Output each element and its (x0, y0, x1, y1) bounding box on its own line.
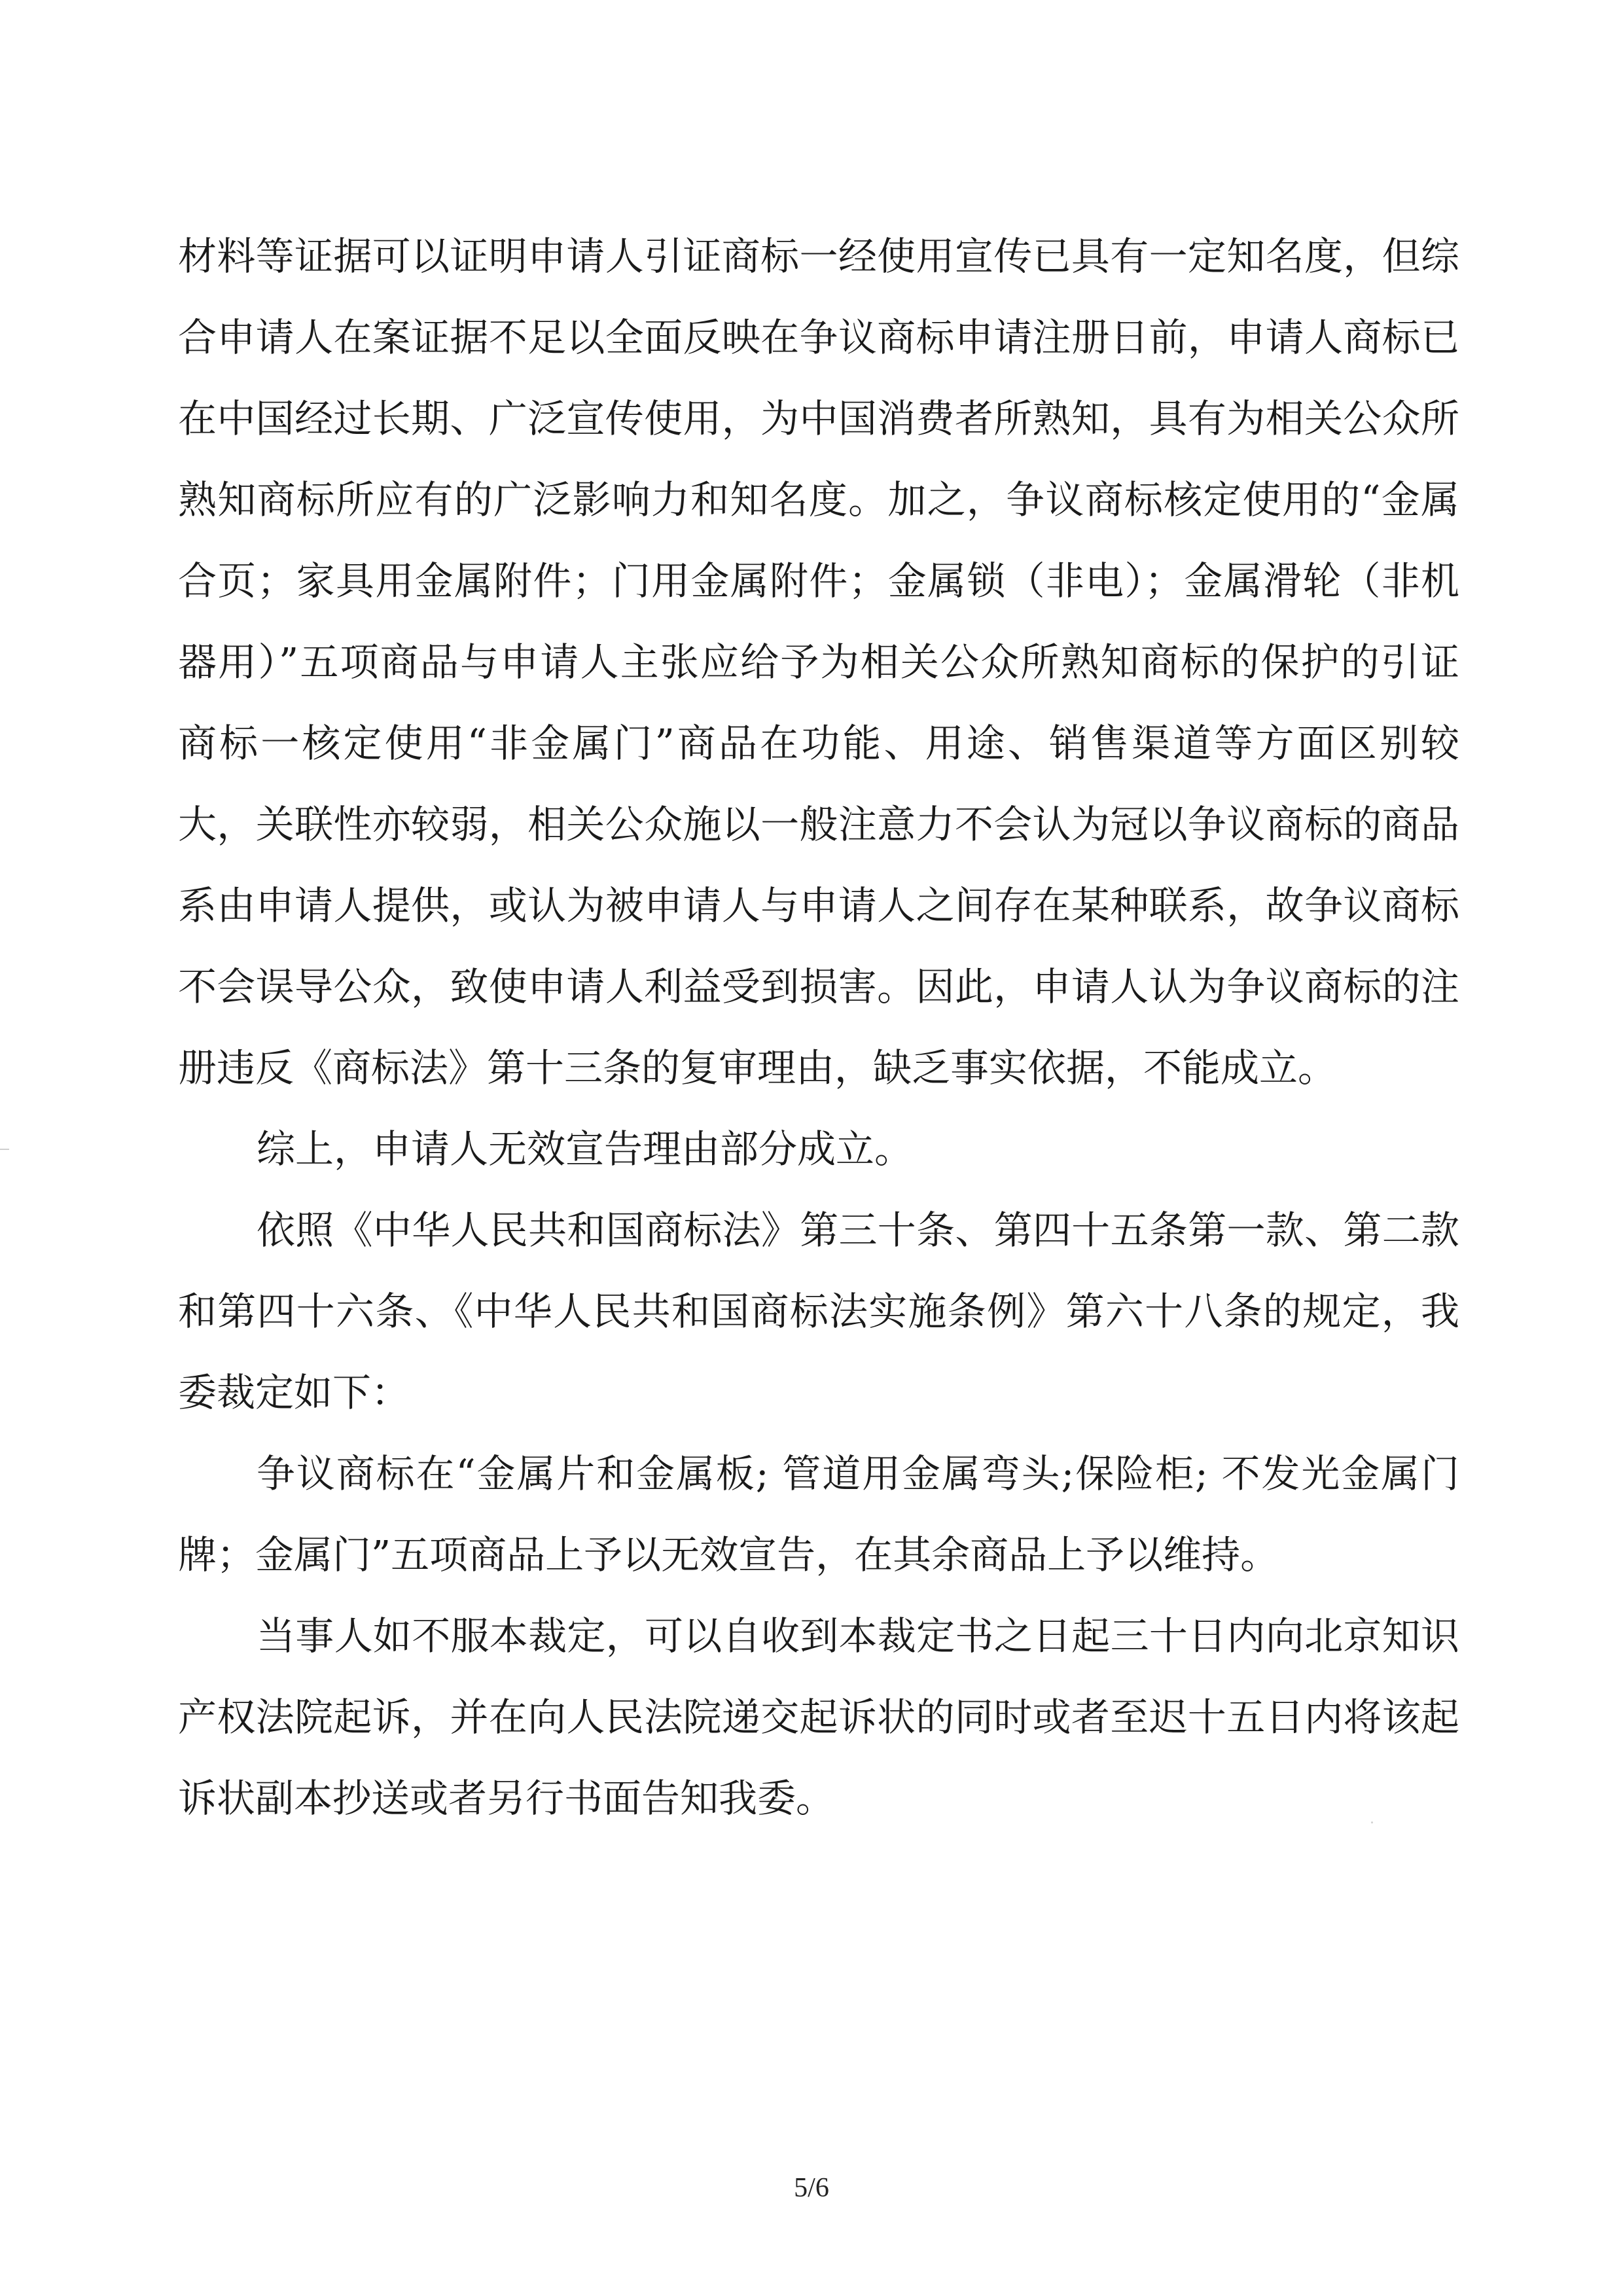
text-line: 合页；家具用金属附件；门用金属附件；金属锁（非电）；金属滑轮（非机 (178, 558, 1459, 603)
text-line: 系由申请人提供，或认为被申请人与申请人之间存在某种联系，故争议商标 (178, 883, 1459, 928)
text-line: 不会误导公众，致使申请人利益受到损害。因此，申请人认为争议商标的注 (178, 964, 1459, 1009)
text-line: 和第四十六条、《中华人民共和国商标法实施条例》第六十八条的规定，我 (178, 1289, 1459, 1334)
text-line: 册违反《商标法》第十三条的复审理由，缺乏事实依据，不能成立。 (178, 1045, 1337, 1090)
scan-edge-mark (0, 1149, 9, 1150)
text-line: 熟知商标所应有的广泛影响力和知名度。加之，争议商标核定使用的“金属 (178, 477, 1459, 522)
text-line: 产权法院起诉，并在向人民法院递交起诉状的同时或者至迟十五日内将该起 (178, 1695, 1459, 1740)
paragraph-line: 当事人如不服本裁定，可以自收到本裁定书之日起三十日内向北京知识 (257, 1613, 1459, 1659)
text-line: 合申请人在案证据不足以全面反映在争议商标申请注册日前，申请人商标已 (178, 315, 1459, 360)
text-line: 诉状副本抄送或者另行书面告知我委。 (178, 1776, 835, 1821)
paragraph-line: 依照《中华人民共和国商标法》第三十条、第四十五条第一款、第二款 (257, 1208, 1459, 1253)
text-line: 材料等证据可以证明申请人引证商标一经使用宣传已具有一定知名度，但综 (178, 234, 1459, 279)
text-line: 器用）”五项商品与申请人主张应给予为相关公众所熟知商标的保护的引证 (178, 639, 1459, 685)
text-line: 牌；金属门”五项商品上予以无效宣告，在其余商品上予以维持。 (178, 1532, 1279, 1577)
text-line: 大，关联性亦较弱，相关公众施以一般注意力不会认为冠以争议商标的商品 (178, 802, 1459, 847)
paragraph-line: 综上，申请人无效宣告理由部分成立。 (257, 1126, 914, 1172)
text-line: 商标一核定使用“非金属门”商品在功能、用途、销售渠道等方面区别较 (178, 721, 1459, 766)
paragraph-line: 争议商标在“金属片和金属板; 管道用金属弯头;保险柜; 不发光金属门 (257, 1451, 1459, 1496)
text-line: 在中国经过长期、广泛宣传使用，为中国消费者所熟知，具有为相关公众所 (178, 396, 1459, 441)
page-number: 5/6 (794, 2173, 829, 2203)
body-text (178, 216, 1459, 1839)
text-line: 委裁定如下： (178, 1370, 410, 1415)
scan-artifact-dot (1371, 1821, 1373, 1823)
